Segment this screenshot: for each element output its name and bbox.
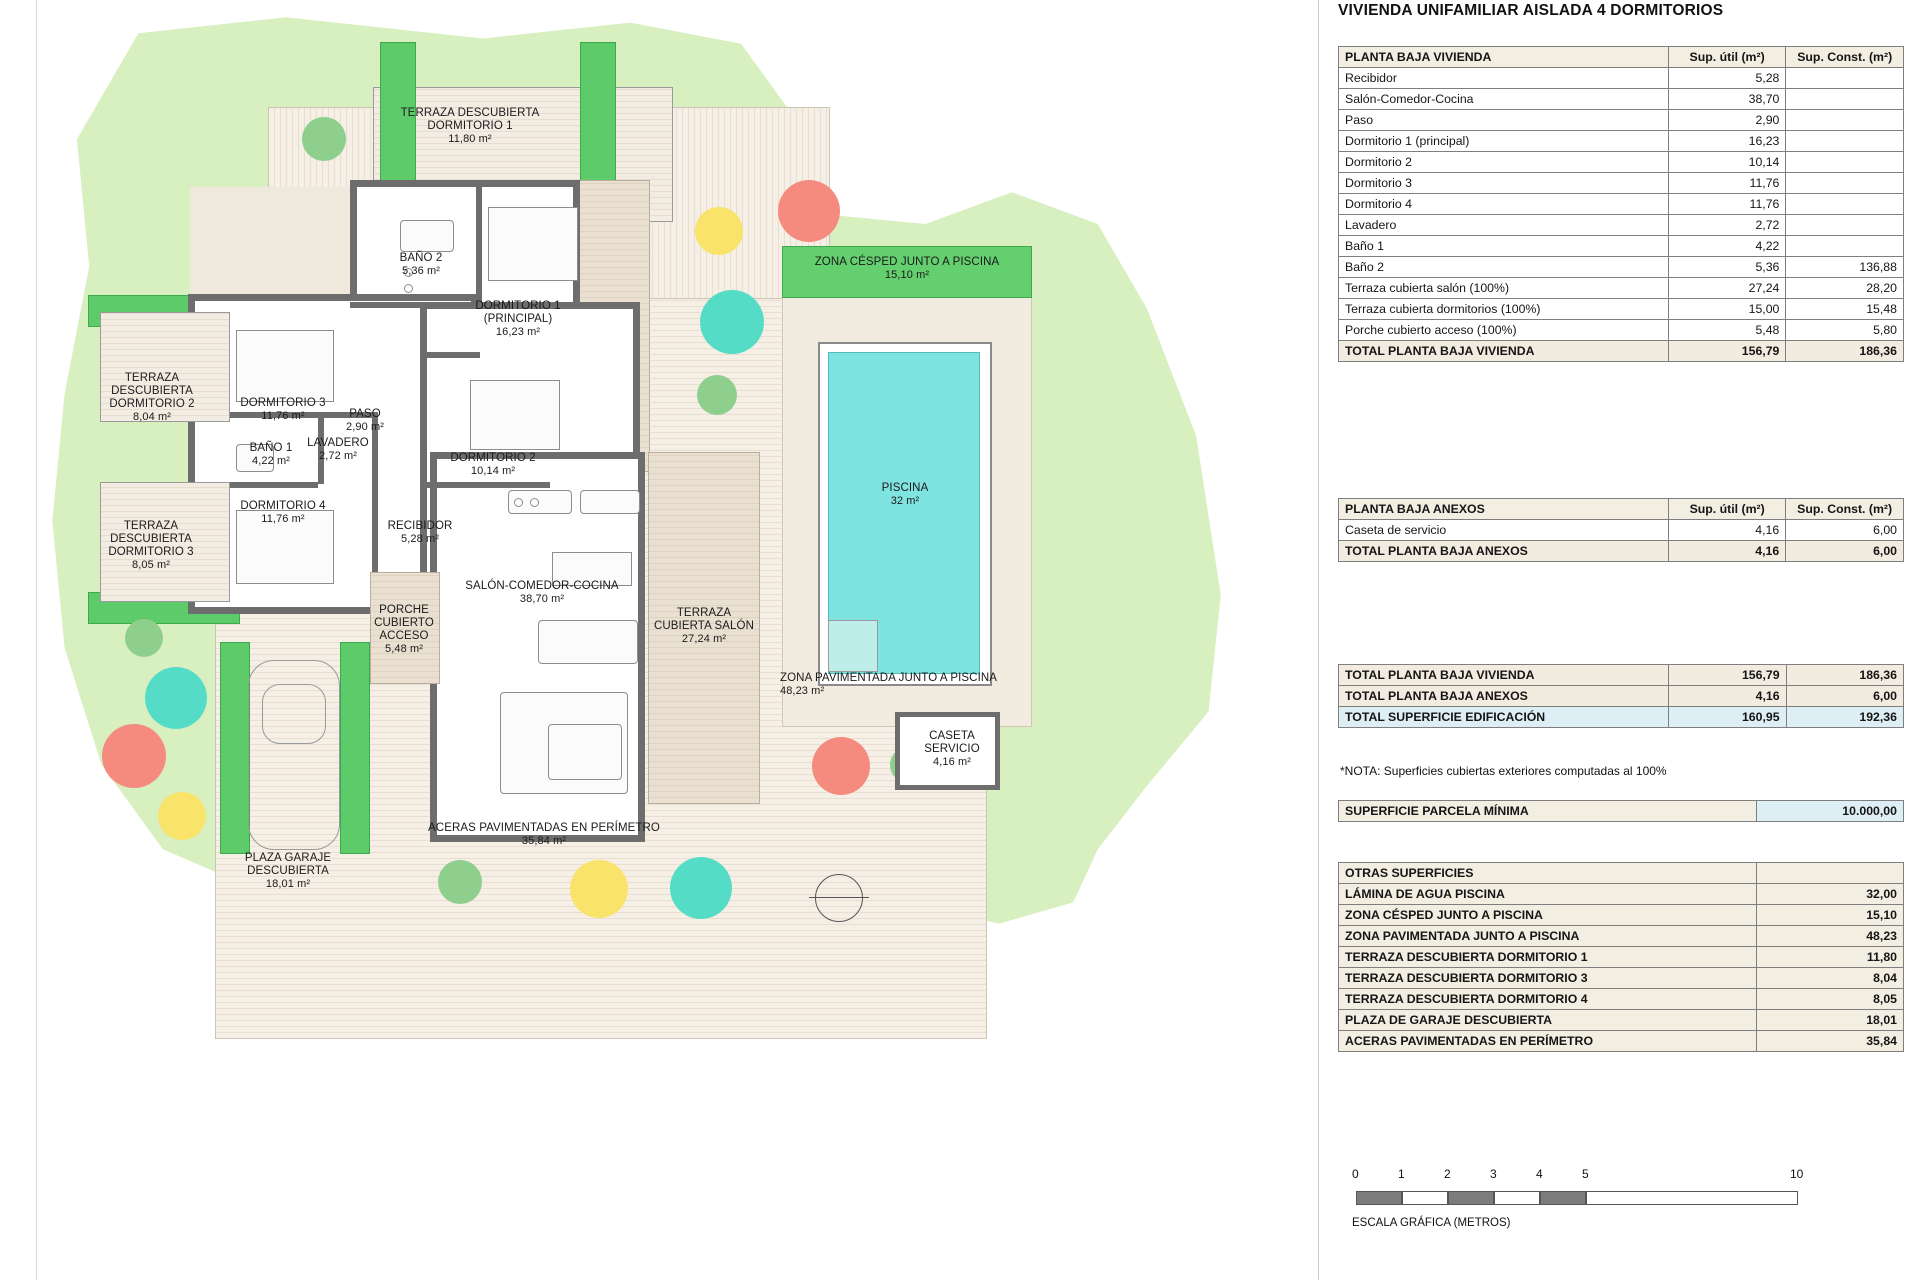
cell-name: Terraza cubierta dormitorios (100%) xyxy=(1339,299,1669,320)
col-header-const: Sup. Const. (m²) xyxy=(1786,499,1904,520)
bed-icon xyxy=(236,330,334,402)
cell-name: TOTAL PLANTA BAJA ANEXOS xyxy=(1339,541,1669,562)
scale-caption: ESCALA GRÁFICA (METROS) xyxy=(1352,1217,1511,1229)
cell-sup-util: 38,70 xyxy=(1668,89,1786,110)
cell-sup-const: 136,88 xyxy=(1786,257,1904,278)
cell-sup-const: 6,00 xyxy=(1786,541,1904,562)
panel-divider xyxy=(1318,0,1319,1280)
scale-segment xyxy=(1402,1191,1448,1205)
cell-sup-util: 156,79 xyxy=(1668,341,1786,362)
tree-icon xyxy=(302,117,346,161)
table-body xyxy=(1339,801,1904,822)
table-row xyxy=(1339,686,1904,707)
cell-value: 18,01 xyxy=(1756,1010,1903,1031)
table-body xyxy=(1339,665,1904,728)
cell-sup-const xyxy=(1786,110,1904,131)
table-row xyxy=(1339,320,1904,341)
cell-sup-const xyxy=(1786,68,1904,89)
table-row xyxy=(1339,341,1904,362)
cell-name: Porche cubierto acceso (100%) xyxy=(1339,320,1669,341)
tree-icon xyxy=(125,619,163,657)
cell-sup-util: 16,23 xyxy=(1668,131,1786,152)
cell-sup-const xyxy=(1786,194,1904,215)
cell-otras-header-blank xyxy=(1756,863,1903,884)
table-row xyxy=(1339,520,1904,541)
label-paso: PASO 2,90 m² xyxy=(346,408,384,433)
cell-sup-const xyxy=(1786,89,1904,110)
cell-parcela-value: 10.000,00 xyxy=(1756,801,1903,822)
table-row xyxy=(1339,68,1904,89)
cell-sup-const xyxy=(1786,131,1904,152)
label-terraza-cub-salon: TERRAZA CUBIERTA SALÓN 27,24 m² xyxy=(653,607,755,645)
cell-name: Terraza cubierta salón (100%) xyxy=(1339,278,1669,299)
label-lavadero: LAVADERO 2,72 m² xyxy=(307,437,369,462)
cell-value: 35,84 xyxy=(1756,1031,1903,1052)
table-body xyxy=(1339,68,1904,362)
cell-name: Salón-Comedor-Cocina xyxy=(1339,89,1669,110)
partition xyxy=(350,302,480,308)
north-symbol-icon xyxy=(815,874,863,922)
cell-value: 48,23 xyxy=(1756,926,1903,947)
partition xyxy=(476,180,482,308)
note-superficies: *NOTA: Superficies cubiertas exteriores computadas al 100% xyxy=(1340,764,1667,778)
table-row xyxy=(1339,968,1904,989)
label-dormitorio1: DORMITORIO 1 (PRINCIPAL) 16,23 m² xyxy=(475,300,561,338)
tree-icon xyxy=(778,180,840,242)
table-row xyxy=(1339,110,1904,131)
cell-sup-util: 5,36 xyxy=(1668,257,1786,278)
table-row xyxy=(1339,278,1904,299)
cell-name: Baño 1 xyxy=(1339,236,1669,257)
cell-sup-const: 28,20 xyxy=(1786,278,1904,299)
cell-parcela-name: SUPERFICIE PARCELA MÍNIMA xyxy=(1339,801,1757,822)
bed-icon xyxy=(470,380,560,450)
table-row xyxy=(1339,863,1904,884)
table-row xyxy=(1339,299,1904,320)
scale-segment xyxy=(1586,1191,1798,1205)
scale-tick-10: 10 xyxy=(1790,1167,1804,1181)
kitchen-sink-icon xyxy=(580,490,640,514)
scale-segment xyxy=(1540,1191,1586,1205)
label-dormitorio2: DORMITORIO 2 10,14 m² xyxy=(450,452,536,477)
cell-sup-util: 4,16 xyxy=(1669,520,1786,541)
tree-icon xyxy=(145,667,207,729)
cell-otras-header: OTRAS SUPERFICIES xyxy=(1339,863,1757,884)
scale-segment xyxy=(1356,1191,1402,1205)
cell-value: 11,80 xyxy=(1756,947,1903,968)
shower-icon xyxy=(400,220,454,252)
label-terraza-desc-d1: TERRAZA DESCUBIERTA DORMITORIO 1 11,80 m² xyxy=(400,107,540,145)
hob-icon xyxy=(530,498,539,507)
cell-sup-util: 11,76 xyxy=(1668,173,1786,194)
cell-sup-const xyxy=(1786,236,1904,257)
cell-value: 8,04 xyxy=(1756,968,1903,989)
table-row xyxy=(1339,152,1904,173)
cell-sup-const: 192,36 xyxy=(1786,707,1903,728)
cell-sup-const: 186,36 xyxy=(1786,665,1903,686)
table-row xyxy=(1339,665,1904,686)
cell-name: Baño 2 xyxy=(1339,257,1669,278)
cell-sup-util: 15,00 xyxy=(1668,299,1786,320)
cell-name: Dormitorio 2 xyxy=(1339,152,1669,173)
graphic-scale-bar xyxy=(1338,1155,1904,1245)
coffee-table-icon xyxy=(548,724,622,780)
label-bano1: BAÑO 1 4,22 m² xyxy=(249,442,293,467)
cell-name: PLAZA DE GARAJE DESCUBIERTA xyxy=(1339,1010,1757,1031)
label-recibidor: RECIBIDOR 5,28 m² xyxy=(387,520,453,545)
green-band-garage xyxy=(340,642,370,854)
label-terraza-desc-d3: TERRAZA DESCUBIERTA DORMITORIO 3 8,05 m² xyxy=(108,520,194,571)
table-row xyxy=(1339,1031,1904,1052)
table-row xyxy=(1339,1010,1904,1031)
cell-sup-const: 6,00 xyxy=(1786,686,1903,707)
scale-tick-3: 3 xyxy=(1490,1167,1497,1181)
tree-icon xyxy=(158,792,206,840)
table-header-row xyxy=(1339,499,1904,520)
sheet-title: VIVIENDA UNIFAMILIAR AISLADA 4 DORMITORIOS xyxy=(1338,2,1724,19)
col-header-util: Sup. útil (m²) xyxy=(1669,499,1786,520)
label-porche: PORCHE CUBIERTO ACCESO 5,48 m² xyxy=(374,604,434,655)
scale-tick-2: 2 xyxy=(1444,1167,1451,1181)
col-header-const: Sup. Const. (m²) xyxy=(1786,47,1904,68)
cell-sup-util: 10,14 xyxy=(1668,152,1786,173)
cell-name: Lavadero xyxy=(1339,215,1669,236)
scale-segment xyxy=(1448,1191,1494,1205)
cell-name: ZONA CÉSPED JUNTO A PISCINA xyxy=(1339,905,1757,926)
sheet-left-rule xyxy=(36,0,37,1280)
green-band-w3 xyxy=(220,642,250,854)
cell-name: TERRAZA DESCUBIERTA DORMITORIO 4 xyxy=(1339,989,1757,1010)
scale-segment xyxy=(1494,1191,1540,1205)
cell-name: TERRAZA DESCUBIERTA DORMITORIO 1 xyxy=(1339,947,1757,968)
label-caseta: CASETA SERVICIO 4,16 m² xyxy=(924,730,980,768)
tree-icon xyxy=(570,860,628,918)
table-head xyxy=(1339,499,1904,520)
cell-sup-const xyxy=(1786,152,1904,173)
label-bano2: BAÑO 2 5,36 m² xyxy=(399,252,443,277)
cell-name: Dormitorio 4 xyxy=(1339,194,1669,215)
cell-sup-util: 156,79 xyxy=(1669,665,1786,686)
table-row xyxy=(1339,194,1904,215)
label-terraza-desc-d2: TERRAZA DESCUBIERTA DORMITORIO 2 8,04 m² xyxy=(109,372,195,423)
cell-name: TOTAL PLANTA BAJA VIVIENDA xyxy=(1339,665,1669,686)
car-roof-icon xyxy=(262,684,326,744)
cell-sup-util: 2,90 xyxy=(1668,110,1786,131)
tree-icon xyxy=(695,207,743,255)
label-aceras: ACERAS PAVIMENTADAS EN PERÍMETRO 35,84 m² xyxy=(428,822,660,847)
cell-sup-const: 6,00 xyxy=(1786,520,1904,541)
table-row xyxy=(1339,541,1904,562)
tree-icon xyxy=(438,860,482,904)
tree-icon xyxy=(670,857,732,919)
table-row xyxy=(1339,707,1904,728)
table-body xyxy=(1339,863,1904,1052)
table-row xyxy=(1339,884,1904,905)
cell-sup-const: 5,80 xyxy=(1786,320,1904,341)
table-row xyxy=(1339,257,1904,278)
cell-name: Caseta de servicio xyxy=(1339,520,1669,541)
table-planta-baja-vivienda xyxy=(1338,46,1904,362)
tree-icon xyxy=(700,290,764,354)
label-salon: SALÓN-COMEDOR-COCINA 38,70 m² xyxy=(465,580,619,605)
col-header-vivienda: PLANTA BAJA VIVIENDA xyxy=(1339,47,1669,68)
cell-sup-util: 27,24 xyxy=(1668,278,1786,299)
cell-name: TOTAL PLANTA BAJA ANEXOS xyxy=(1339,686,1669,707)
plot-area xyxy=(40,12,1270,1072)
table-otras-superficies xyxy=(1338,862,1904,1052)
table-row xyxy=(1339,215,1904,236)
tree-icon xyxy=(812,737,870,795)
scale-tick-0: 0 xyxy=(1352,1167,1359,1181)
cell-value: 32,00 xyxy=(1756,884,1903,905)
surface-schedule-panel xyxy=(1320,0,1920,1280)
label-zona-cesped: ZONA CÉSPED JUNTO A PISCINA 15,10 m² xyxy=(814,256,1000,281)
cell-value: 8,05 xyxy=(1756,989,1903,1010)
cell-sup-util: 2,72 xyxy=(1668,215,1786,236)
label-dormitorio3: DORMITORIO 3 11,76 m² xyxy=(240,397,326,422)
bed-icon xyxy=(488,207,578,281)
cell-name: TERRAZA DESCUBIERTA DORMITORIO 3 xyxy=(1339,968,1757,989)
cell-name: ZONA PAVIMENTADA JUNTO A PISCINA xyxy=(1339,926,1757,947)
cell-name: LÁMINA DE AGUA PISCINA xyxy=(1339,884,1757,905)
cell-sup-util: 5,48 xyxy=(1668,320,1786,341)
toilet-icon xyxy=(404,284,413,293)
tree-icon xyxy=(102,724,166,788)
green-band-n2 xyxy=(580,42,616,194)
table-resumen xyxy=(1338,664,1904,728)
cell-name: Dormitorio 3 xyxy=(1339,173,1669,194)
pool-steps xyxy=(828,620,878,672)
tree-icon xyxy=(697,375,737,415)
cell-name: TOTAL PLANTA BAJA VIVIENDA xyxy=(1339,341,1669,362)
col-header-util: Sup. útil (m²) xyxy=(1668,47,1786,68)
table-row xyxy=(1339,131,1904,152)
dining-table-icon xyxy=(538,620,638,664)
scale-tick-1: 1 xyxy=(1398,1167,1405,1181)
cell-sup-util: 4,16 xyxy=(1669,541,1786,562)
cell-sup-util: 4,22 xyxy=(1668,236,1786,257)
table-row xyxy=(1339,173,1904,194)
label-piscina: PISCINA 32 m² xyxy=(881,482,929,507)
partition xyxy=(420,352,480,358)
table-row xyxy=(1339,905,1904,926)
table-row xyxy=(1339,801,1904,822)
cell-name: Recibidor xyxy=(1339,68,1669,89)
cell-name: TOTAL SUPERFICIE EDIFICACIÓN xyxy=(1339,707,1669,728)
scale-tick-5: 5 xyxy=(1582,1167,1589,1181)
cell-sup-util: 5,28 xyxy=(1668,68,1786,89)
cell-name: ACERAS PAVIMENTADAS EN PERÍMETRO xyxy=(1339,1031,1757,1052)
cell-sup-util: 11,76 xyxy=(1668,194,1786,215)
table-planta-baja-anexos xyxy=(1338,498,1904,562)
scale-tick-4: 4 xyxy=(1536,1167,1543,1181)
cell-sup-const: 15,48 xyxy=(1786,299,1904,320)
cell-sup-util: 4,16 xyxy=(1669,686,1786,707)
cell-sup-const: 186,36 xyxy=(1786,341,1904,362)
cell-sup-const xyxy=(1786,173,1904,194)
table-row xyxy=(1339,89,1904,110)
table-row xyxy=(1339,236,1904,257)
table-row xyxy=(1339,947,1904,968)
table-row xyxy=(1339,926,1904,947)
hob-icon xyxy=(514,498,523,507)
cell-value: 15,10 xyxy=(1756,905,1903,926)
label-garaje: PLAZA GARAJE DESCUBIERTA 18,01 m² xyxy=(244,852,332,890)
cell-sup-const xyxy=(1786,215,1904,236)
label-zona-pavimentada: ZONA PAVIMENTADA JUNTO A PISCINA 48,23 m² xyxy=(780,672,998,697)
cell-sup-util: 160,95 xyxy=(1669,707,1786,728)
table-head xyxy=(1339,47,1904,68)
table-body xyxy=(1339,520,1904,562)
cell-name: Paso xyxy=(1339,110,1669,131)
label-dormitorio4: DORMITORIO 4 11,76 m² xyxy=(240,500,326,525)
col-header-anexos: PLANTA BAJA ANEXOS xyxy=(1339,499,1669,520)
partition xyxy=(420,482,550,488)
table-parcela-minima xyxy=(1338,800,1904,822)
table-row xyxy=(1339,989,1904,1010)
cell-name: Dormitorio 1 (principal) xyxy=(1339,131,1669,152)
table-header-row xyxy=(1339,47,1904,68)
